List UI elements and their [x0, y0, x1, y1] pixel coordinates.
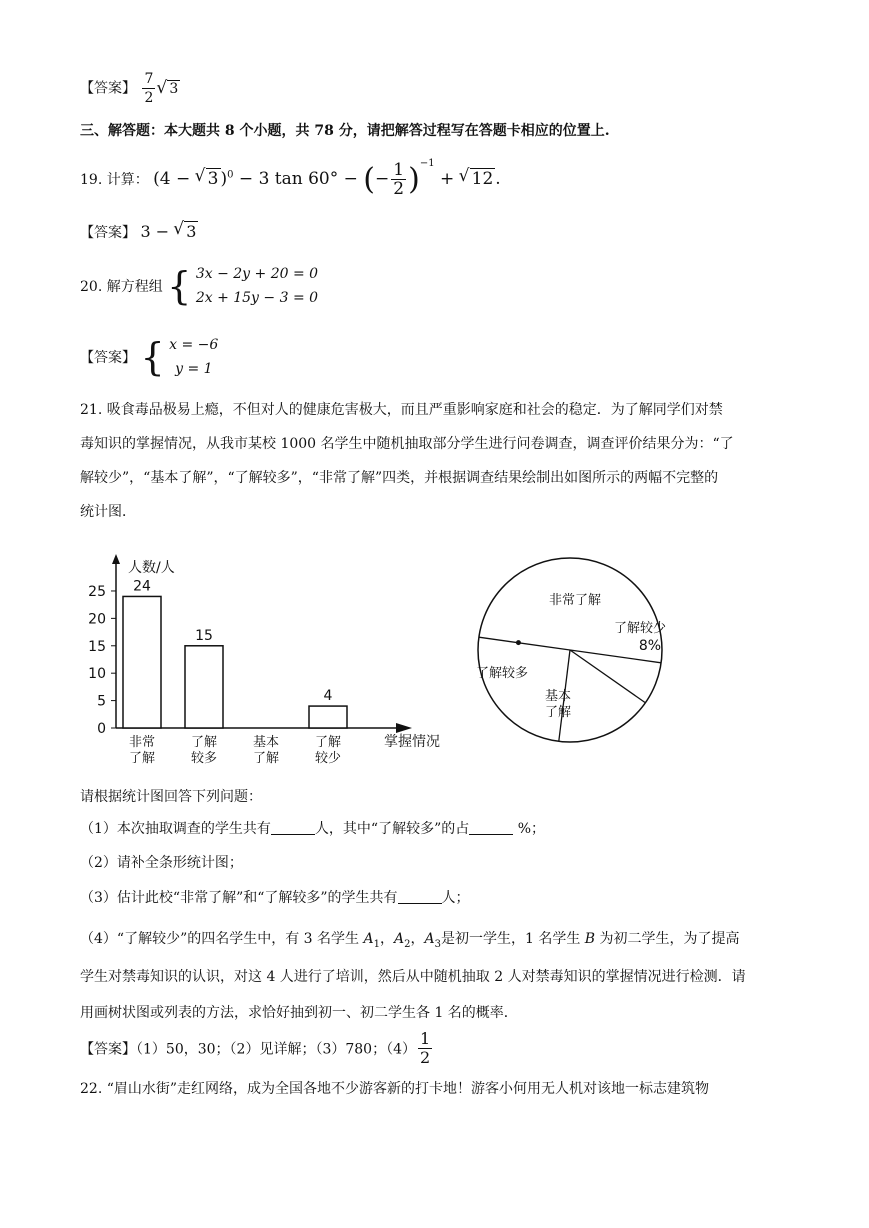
q21-sub4-line2: 学生对禁毒知识的认识，对这 4 人进行了培训，然后从中随机抽取 2 人对禁毒知识的掌握情况进行检测．请 [80, 969, 746, 985]
answer-fraction: $\frac{1}{2}$ [419, 1029, 431, 1067]
section-heading: 三、解答题：本大题共 8 个小题，共 78 分，请把解答过程写在答题卡相应的位置上. [80, 123, 610, 139]
q21-sub2: （2）请补全条形统计图； [80, 855, 243, 871]
q21-charts [80, 550, 810, 770]
y-tick-label: 20 [88, 611, 106, 628]
q21-sub3: （3）估计此校“非常了解”和“了解较多”的学生共有 人； [80, 890, 470, 906]
pie-center-dot [516, 640, 521, 645]
bar-data-label: 4 [323, 688, 333, 705]
q22-question: 22. “眉山水街”走红网络，成为全国各地不少游客新的打卡地！游客小何用无人机对该地一标志建筑物 [80, 1081, 710, 1097]
bar [185, 646, 223, 728]
bar-data-label: 24 [133, 578, 151, 595]
bar-data-label: 15 [195, 627, 213, 644]
x-tick-label: 了解 [314, 735, 342, 750]
x-tick-label: 了解 [190, 735, 218, 750]
pie-slice-label: 了解较多 [475, 666, 529, 681]
answer-label: 【答案】 [80, 80, 136, 97]
y-tick-label: 10 [88, 666, 106, 683]
y-tick-label: 25 [88, 583, 106, 600]
y-axis-label: 人数/人 [128, 560, 175, 576]
q19-answer: 【答案】 3 − √ 3 [80, 222, 198, 242]
answer-blank[interactable] [271, 820, 315, 835]
y-tick-label: 0 [97, 721, 106, 737]
q21-sub4-line1: （4）“了解较少”的四名学生中，有 3 名学生 $A_1$，$A_2$，$A_3$是初一学生，1 名学生 B 为初二学生，为了提高 [80, 931, 740, 950]
x-tick-label: 了解 [128, 751, 156, 766]
q20-question: 20. 解方程组 { 3x − 2y + 20 = 0 2x + 15y − 3 = 0 [80, 264, 319, 308]
q19-question: 19. 计算： (4 − √ 3 )$^0$ − 3 tan 60° − (− $\frac{1}{2}$ )$^{-1}$ + √ 12 . [80, 158, 501, 198]
q18-answer [80, 70, 180, 107]
pie-slice-value-label: 8% [638, 638, 662, 654]
q21-sub1: （1）本次抽取调查的学生共有 人，其中“了解较多”的占 %； [80, 821, 546, 837]
x-tick-label: 非常 [128, 735, 156, 750]
x-tick-label: 基本 [252, 735, 280, 750]
pie-chart [450, 550, 750, 770]
pie-slice-label: 非常了解 [548, 593, 602, 608]
bar-chart [80, 550, 460, 770]
y-tick-label: 15 [88, 638, 106, 655]
pie-slice-label: 基本 [544, 689, 572, 704]
y-axis-arrow [112, 554, 120, 564]
pie-slice-label: 了解较少 [613, 621, 667, 636]
bar [123, 596, 161, 728]
x-tick-label: 了解 [252, 751, 280, 766]
y-tick-label: 5 [97, 693, 106, 710]
pie-slice-label: 了解 [544, 705, 572, 720]
x-tick-label: 较多 [190, 751, 218, 766]
equation-system: 3x − 2y + 20 = 0 2x + 15y − 3 = 0 [195, 266, 319, 306]
x-tick-label: 较少 [314, 751, 342, 766]
bar [309, 706, 347, 728]
q20-answer: 【答案】 { x = −6 y = 1 [80, 335, 219, 379]
solution-system: x = −6 y = 1 [169, 337, 219, 377]
answer-fraction: $\frac{7}{2}$ [144, 71, 154, 106]
answer-sqrt: √ 3 [157, 81, 180, 97]
x-axis-label: 掌握情况 [384, 734, 440, 750]
x-axis-arrow [396, 723, 412, 733]
answer-blank[interactable] [469, 820, 513, 835]
answer-blank[interactable] [398, 889, 442, 904]
q21-answer: 【答案】（1）50，30；（2）见详解；（3）780；（4） $\frac{1}{2}$ [80, 1029, 431, 1067]
q21-stem: 21. 吸食毒品极易上瘾，不但对人的健康危害极大，而且严重影响家庭和社会的稳定．为了解同学们对禁 毒知识的掌握情况，从我市某校 1000 名学生中随机抽取部分学生进行问卷调查，调查评价结果分为：“了 解较少”，“基本了解”，“了解较多”，“非常了解”四类，并根据调查结果绘制出如图所示的两幅不完整的 统计图． [80, 402, 734, 520]
q21-prompt: 请根据统计图回答下列问题： [80, 789, 262, 805]
q21-sub4-line3: 用画树状图或列表的方法，求恰好抽到初一、初二学生各 1 名的概率． [80, 1005, 518, 1021]
